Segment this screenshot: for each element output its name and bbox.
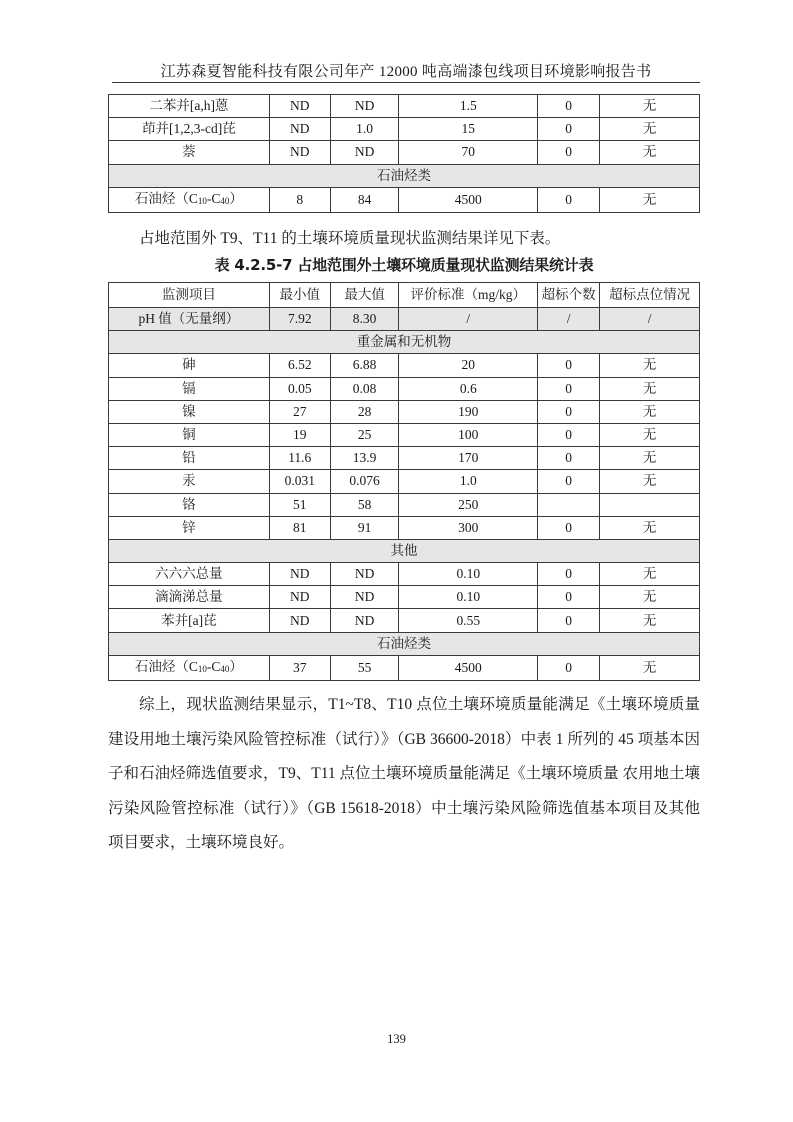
max-cell: 1.0 (330, 118, 399, 141)
item-suffix: ） (229, 190, 243, 206)
table-header-row (109, 283, 700, 308)
item-cell (109, 655, 270, 680)
section-row (109, 331, 700, 354)
section-label: 石油烃类 (109, 632, 700, 655)
standard-cell: 0.10 (399, 563, 538, 586)
exceed-points-cell: 无 (600, 516, 700, 539)
table-caption: 表 4.2.5-7 占地范围外土壤环境质量现状监测结果统计表 (214, 256, 594, 274)
min-cell: ND (269, 609, 330, 632)
exceed-points-cell: 无 (600, 95, 700, 118)
intro-paragraph: 占地范围外 T9、T11 的土壤环境质量现状监测结果详见下表。 (139, 230, 561, 247)
item-cell: 二苯并[a,h]蒽 (109, 95, 270, 118)
standard-cell: 190 (399, 400, 538, 423)
exceed-count-cell: 0 (538, 354, 600, 377)
max-cell: ND (330, 95, 399, 118)
item-cell: 滴滴涕总量 (109, 586, 270, 609)
item-cell: 铬 (109, 493, 270, 516)
max-cell: 0.08 (330, 377, 399, 400)
min-cell: 51 (269, 493, 330, 516)
soil-results-table (108, 282, 700, 681)
max-cell: 6.88 (330, 354, 399, 377)
standard-cell: / (399, 308, 538, 331)
column-header: 监测项目 (109, 283, 270, 308)
exceed-count-cell: 0 (538, 655, 600, 680)
column-header: 评价标准（mg/kg） (399, 283, 538, 308)
column-header: 超标点位情况 (600, 283, 700, 308)
exceed-count-cell: 0 (538, 95, 600, 118)
min-cell: ND (269, 95, 330, 118)
max-cell: ND (330, 586, 399, 609)
exceed-count-cell: 0 (538, 447, 600, 470)
min-cell: 11.6 (269, 447, 330, 470)
standard-cell: 170 (399, 447, 538, 470)
item-cell: 锌 (109, 516, 270, 539)
max-cell: 13.9 (330, 447, 399, 470)
item-cell: 六六六总量 (109, 563, 270, 586)
table-row (109, 187, 700, 212)
min-cell: 6.52 (269, 354, 330, 377)
max-cell: 84 (330, 187, 399, 212)
max-cell: 8.30 (330, 308, 399, 331)
item-cell: 苯并[a]芘 (109, 609, 270, 632)
max-cell: ND (330, 141, 399, 164)
item-prefix: 石油烃（C (134, 190, 198, 206)
table-row (109, 447, 700, 470)
standard-cell: 0.55 (399, 609, 538, 632)
section-label: 石油烃类 (109, 164, 700, 187)
item-cell: 茚并[1,2,3-cd]芘 (109, 118, 270, 141)
exceed-count-cell: 0 (538, 563, 600, 586)
exceed-points-cell: 无 (600, 400, 700, 423)
min-cell: ND (269, 118, 330, 141)
max-cell: 0.076 (330, 470, 399, 493)
table-row (109, 493, 700, 516)
standard-cell: 1.0 (399, 470, 538, 493)
section-label: 其他 (109, 539, 700, 562)
exceed-points-cell: 无 (600, 655, 700, 680)
exceed-points-cell: 无 (600, 354, 700, 377)
table-row (109, 118, 700, 141)
max-cell: ND (330, 563, 399, 586)
standard-cell: 70 (399, 141, 538, 164)
exceed-count-cell: 0 (538, 377, 600, 400)
table-row (109, 400, 700, 423)
table-row (109, 655, 700, 680)
max-cell: 91 (330, 516, 399, 539)
item-cell (109, 187, 270, 212)
table-row (109, 377, 700, 400)
max-cell: 58 (330, 493, 399, 516)
exceed-count-cell: / (538, 308, 600, 331)
exceed-count-cell: 0 (538, 470, 600, 493)
exceed-count-cell: 0 (538, 423, 600, 446)
item-cell: 铅 (109, 447, 270, 470)
exceed-points-cell: 无 (600, 563, 700, 586)
standard-cell: 20 (399, 354, 538, 377)
section-row (109, 539, 700, 562)
exceed-points-cell: / (600, 308, 700, 331)
item-cell: 镍 (109, 400, 270, 423)
table-row (109, 470, 700, 493)
exceed-points-cell: 无 (600, 423, 700, 446)
min-cell: 81 (269, 516, 330, 539)
min-cell: 8 (269, 187, 330, 212)
exceed-count-cell: 0 (538, 187, 600, 212)
item-mid: -C (206, 190, 221, 206)
max-cell: 55 (330, 655, 399, 680)
exceed-count-cell: 0 (538, 400, 600, 423)
min-cell: ND (269, 141, 330, 164)
min-cell: ND (269, 586, 330, 609)
item-subscript: 40 (220, 663, 230, 674)
exceed-points-cell: 无 (600, 586, 700, 609)
item-cell: 砷 (109, 354, 270, 377)
table-row (109, 354, 700, 377)
exceed-count-cell: 0 (538, 118, 600, 141)
exceed-points-cell: 无 (600, 141, 700, 164)
standard-cell: 100 (399, 423, 538, 446)
table-row (109, 95, 700, 118)
standard-cell: 1.5 (399, 95, 538, 118)
item-suffix: ） (229, 658, 243, 674)
item-subscript: 10 (197, 663, 207, 674)
standard-cell: 4500 (399, 187, 538, 212)
exceed-points-cell: 无 (600, 377, 700, 400)
min-cell: 0.031 (269, 470, 330, 493)
page-number: 139 (387, 1032, 406, 1046)
table-row (109, 423, 700, 446)
max-cell: 28 (330, 400, 399, 423)
exceed-count-cell: 0 (538, 586, 600, 609)
exceed-points-cell: 无 (600, 447, 700, 470)
max-cell: 25 (330, 423, 399, 446)
exceed-points-cell: 无 (600, 118, 700, 141)
continued-results-table (108, 94, 700, 213)
exceed-count-cell: 0 (538, 516, 600, 539)
column-header: 最大值 (330, 283, 399, 308)
item-cell: 萘 (109, 141, 270, 164)
ph-row (109, 308, 700, 331)
min-cell: 37 (269, 655, 330, 680)
min-cell: 7.92 (269, 308, 330, 331)
item-cell: 铜 (109, 423, 270, 446)
standard-cell: 0.10 (399, 586, 538, 609)
table-row (109, 609, 700, 632)
item-prefix: 石油烃（C (134, 658, 198, 674)
min-cell: 27 (269, 400, 330, 423)
exceed-count-cell (538, 493, 600, 516)
exceed-points-cell (600, 493, 700, 516)
table-row (109, 516, 700, 539)
column-header: 超标个数 (538, 283, 600, 308)
max-cell: ND (330, 609, 399, 632)
standard-cell: 4500 (399, 655, 538, 680)
section-row (109, 632, 700, 655)
column-header: 最小值 (269, 283, 330, 308)
exceed-count-cell: 0 (538, 609, 600, 632)
exceed-points-cell: 无 (600, 187, 700, 212)
document-header: 江苏森夏智能科技有限公司年产 12000 吨高端漆包线项目环境影响报告书 (160, 64, 652, 80)
item-cell: 镉 (109, 377, 270, 400)
summary-paragraph: 综上，现状监测结果显示，T1~T8、T10 点位土壤环境质量能满足《土壤环境质量建设用地土壤污染风险管控标准（试行）》（GB 36600-2018）中表 1 所列的 45 项基本因子和石油烃筛选值要求，T9、T11 点位土壤环境质量能满足《土壤环境质量 农用地土壤污染风险管控标准（试行）》（GB 15618-2018）中土壤污染风险筛选值基本项目及其他项目要求，土壤环境良好。 (108, 696, 700, 851)
standard-cell: 0.6 (399, 377, 538, 400)
table-row (109, 563, 700, 586)
item-cell: pH 值（无量纲） (109, 308, 270, 331)
item-cell: 汞 (109, 470, 270, 493)
item-subscript: 40 (220, 195, 230, 206)
min-cell: ND (269, 563, 330, 586)
header-divider (112, 82, 700, 83)
table-row (109, 586, 700, 609)
min-cell: 19 (269, 423, 330, 446)
section-label: 重金属和无机物 (109, 331, 700, 354)
exceed-points-cell: 无 (600, 609, 700, 632)
standard-cell: 250 (399, 493, 538, 516)
min-cell: 0.05 (269, 377, 330, 400)
exceed-points-cell: 无 (600, 470, 700, 493)
item-subscript: 10 (197, 195, 207, 206)
table-row (109, 141, 700, 164)
exceed-count-cell: 0 (538, 141, 600, 164)
item-mid: -C (206, 658, 221, 674)
section-row (109, 164, 700, 187)
standard-cell: 300 (399, 516, 538, 539)
standard-cell: 15 (399, 118, 538, 141)
